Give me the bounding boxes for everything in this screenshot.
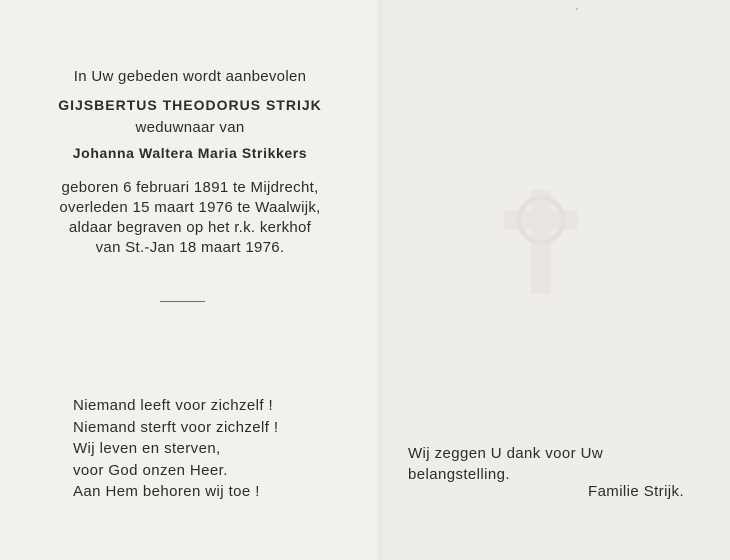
family-signature: Familie Strijk. [588, 483, 685, 500]
poem-line: Niemand leeft voor zichzelf ! [73, 397, 274, 414]
paper-speck [576, 8, 578, 10]
poem [73, 395, 333, 503]
poem-line: Wij leven en sterven, [73, 440, 221, 457]
thanks-line: Wij zeggen U dank voor Uw [408, 445, 604, 462]
bio-line: overleden 15 maart 1976 te Waalwijk, [59, 199, 321, 216]
poem-line: Aan Hem behoren wij toe ! [73, 483, 260, 500]
poem-line: voor God onzen Heer. [73, 461, 228, 479]
card-fold [376, 0, 384, 560]
intro-text: In Uw gebeden wordt aanbevolen [73, 68, 307, 85]
biography [20, 178, 360, 258]
spouse-name: Johanna Waltera Maria Strikkers [72, 145, 308, 161]
deceased-name: GIJSBERTUS THEODORUS STRIJK [58, 97, 322, 113]
divider-rule [160, 301, 205, 302]
cross-icon [498, 186, 584, 296]
thanks-message [408, 443, 698, 485]
bio-line: geboren 6 februari 1891 te Mijdrecht, [61, 179, 319, 196]
poem-line: Niemand sterft voor zichzelf ! [73, 418, 279, 436]
relation-text: weduwnaar van [135, 119, 245, 136]
bio-line: van St.-Jan 18 maart 1976. [95, 239, 285, 256]
thanks-line: belangstelling. [408, 466, 510, 483]
bio-line: aldaar begraven op het r.k. kerkhof [68, 219, 312, 236]
